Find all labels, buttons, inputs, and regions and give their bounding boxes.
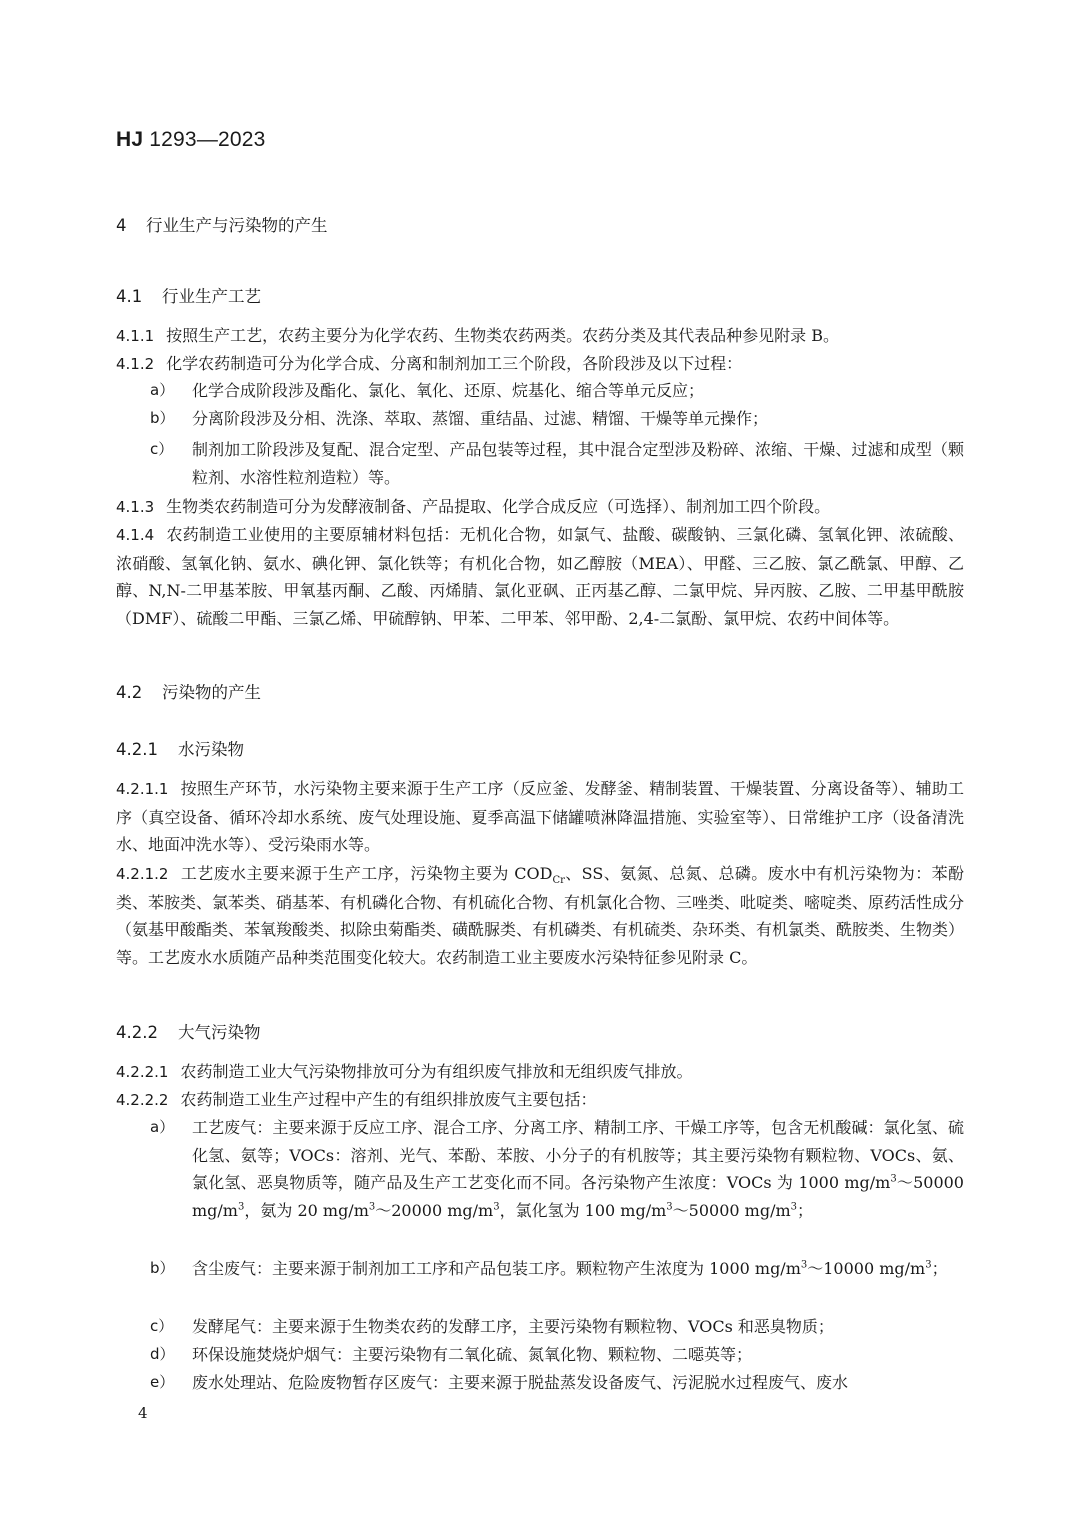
list-text: 含尘废气：主要来源于制剂加工工序和产品包装工序。颗粒物产生浓度为 1000 $mg/m^3\sim 10000$ $mg/m^3$； — [192, 1259, 948, 1278]
list-item-b — [150, 405, 964, 433]
clause-4-1-3 — [116, 493, 964, 522]
clause-text: 工艺废水主要来源于生产工序，污染物主要为 COD — [180, 864, 553, 883]
list-text: 废水处理站、危险废物暂存区废气：主要来源于脱盐蒸发设备废气、污泥脱水过程废气、废水 — [192, 1373, 849, 1392]
clause-text: 农药制造工业使用的主要原辅材料包括：无机化合物，如氯气、盐酸、碳酸钠、三氯化磷、氢氧化钾、浓硫酸、浓硝酸、氢氧化钠、氨水、碘化钾、氯化铁等；有机化合物，如乙醇胺（MEA）、甲醛、三乙胺、氯乙酰氯、甲醇、乙醇、N,N-二甲基苯胺、甲氧基丙酮、乙酸、丙烯腈、氯化亚砜、正丙基乙醇、二氯甲烷、异丙胺、乙胺、二甲基甲酰胺（DMF）、硫酸二甲酯、三氯乙烯、甲硫醇钠、甲苯、二甲苯、邻甲酚、2,4-二氯酚、氯甲烷、农药中间体等。 — [116, 525, 964, 628]
clause-number: 4.1.1 — [116, 327, 155, 345]
list-marker: c） — [150, 1317, 174, 1335]
clause-text-continued: 、SS、氨氮、总氮、总磷。废水中有机污染物为：苯酚类、苯胺类、氯苯类、硝基苯、有机磷化合物、有机硫化合物、有机氯化合物、三唑类、吡啶类、嘧啶类、原药活性成分（氨基甲酸酯类、苯氧羧酸类、拟除虫菊酯类、磺酰脲类、有机磷类、有机硫类、杂环类、有机氯类、酰胺类、生物类）等。工艺废水水质随产品种类范围变化较大。农药制造工业主要废水污染特征参见附录 C。 — [116, 864, 965, 967]
cod-subscript: Cr — [552, 875, 565, 887]
section-number: 4 — [116, 216, 127, 235]
section-4-2-heading — [116, 679, 261, 703]
list-marker: a） — [150, 381, 175, 399]
list-item-a — [150, 377, 964, 405]
section-title: 水污染物 — [178, 740, 244, 759]
clause-4-2-1-2 — [116, 860, 964, 971]
clause-text: 农药制造工业大气污染物排放可分为有组织废气排放和无组织废气排放。 — [180, 1062, 693, 1081]
clause-number: 4.2.2.1 — [116, 1063, 169, 1081]
section-title: 污染物的产生 — [162, 683, 261, 702]
clause-4-2-1-1 — [116, 775, 964, 859]
clause-number: 4.2.1.1 — [116, 780, 169, 798]
list-marker: b） — [150, 1259, 175, 1277]
emission-item-c — [150, 1313, 964, 1341]
section-4-heading — [116, 212, 328, 236]
clause-number: 4.1.3 — [116, 498, 155, 516]
clause-number: 4.1.2 — [116, 355, 155, 373]
section-4-2-2-heading — [116, 1019, 261, 1043]
list-text: 制剂加工阶段涉及复配、混合定型、产品包装等过程，其中混合定型涉及粉碎、浓缩、干燥、过滤和成型（颗粒剂、水溶性粒剂造粒）等。 — [192, 440, 964, 487]
list-marker: b） — [150, 409, 175, 427]
section-number: 4.1 — [116, 287, 143, 306]
list-text: 分离阶段涉及分相、洗涤、萃取、蒸馏、重结晶、过滤、精馏、干燥等单元操作； — [192, 409, 769, 428]
list-item-c — [150, 436, 964, 491]
clause-4-1-1 — [116, 322, 964, 351]
standard-code-number: 1293—2023 — [149, 128, 266, 151]
clause-4-1-4 — [116, 521, 964, 632]
list-text: 工艺废气：主要来源于反应工序、混合工序、分离工序、精制工序、干燥工序等，包含无机酸碱：氯化氢、硫化氢、氨等；VOCs：溶剂、光气、苯酚、苯胺、小分子的有机胺等；其主要污染物有颗粒物、VOCs、氨、氯化氢、恶臭物质等，随产品及生产工艺变化而不同。各污染物产生浓度：VOCs 为 1000 $mg/m^3\sim 50000$ $mg/m^3$，氨为 20 $mg/m^3\sim 20000$ $mg/m^3$，氯化氢为 100 $mg/m^3\sim 50000$ $mg/m^3$； — [192, 1118, 964, 1220]
list-marker: c） — [150, 440, 174, 458]
clause-number: 4.2.1.2 — [116, 865, 169, 883]
clause-text: 农药制造工业生产过程中产生的有组织排放废气主要包括： — [180, 1090, 597, 1109]
list-marker: d） — [150, 1345, 175, 1363]
clause-text: 生物类农药制造可分为发酵液制备、产品提取、化学合成反应（可选择）、制剂加工四个阶段。 — [166, 497, 831, 516]
section-title: 行业生产与污染物的产生 — [146, 216, 328, 235]
list-marker: a） — [150, 1118, 175, 1136]
list-marker: e） — [150, 1373, 175, 1391]
section-number: 4.2 — [116, 683, 143, 702]
standard-code-header — [116, 128, 266, 152]
list-text: 发酵尾气：主要来源于生物类农药的发酵工序，主要污染物有颗粒物、VOCs 和恶臭物质； — [192, 1317, 834, 1336]
clause-4-2-2-2 — [116, 1086, 964, 1115]
section-title: 大气污染物 — [178, 1023, 261, 1042]
emission-item-e — [150, 1369, 964, 1397]
emission-item-d — [150, 1341, 964, 1369]
list-text: 化学合成阶段涉及酯化、氯化、氧化、还原、烷基化、缩合等单元反应； — [192, 381, 705, 400]
section-title: 行业生产工艺 — [162, 287, 261, 306]
page-number: 4 — [138, 1404, 148, 1422]
section-number: 4.2.2 — [116, 1023, 158, 1042]
standard-code-prefix: HJ — [116, 128, 144, 151]
section-4-2-1-heading — [116, 736, 244, 760]
clause-4-2-2-1 — [116, 1058, 964, 1087]
emission-item-a — [150, 1114, 964, 1224]
clause-text: 化学农药制造可分为化学合成、分离和制剂加工三个阶段，各阶段涉及以下过程： — [166, 354, 743, 373]
list-text: 环保设施焚烧炉烟气：主要污染物有二氧化硫、氮氧化物、颗粒物、二噁英等； — [192, 1345, 753, 1364]
section-number: 4.2.1 — [116, 740, 158, 759]
emission-item-b — [150, 1255, 964, 1283]
clause-4-1-2 — [116, 350, 964, 379]
clause-text: 按照生产环节，水污染物主要来源于生产工序（反应釜、发酵釜、精制装置、干燥装置、分离设备等）、辅助工序（真空设备、循环冷却水系统、废气处理设施、夏季高温下储罐喷淋降温措施、实验室等）、日常维护工序（设备清洗水、地面冲洗水等）、受污染雨水等。 — [116, 779, 964, 854]
clause-number: 4.1.4 — [116, 526, 155, 544]
clause-number: 4.2.2.2 — [116, 1091, 169, 1109]
clause-text: 按照生产工艺，农药主要分为化学农药、生物类农药两类。农药分类及其代表品种参见附录 B。 — [166, 326, 840, 345]
section-4-1-heading — [116, 283, 261, 307]
